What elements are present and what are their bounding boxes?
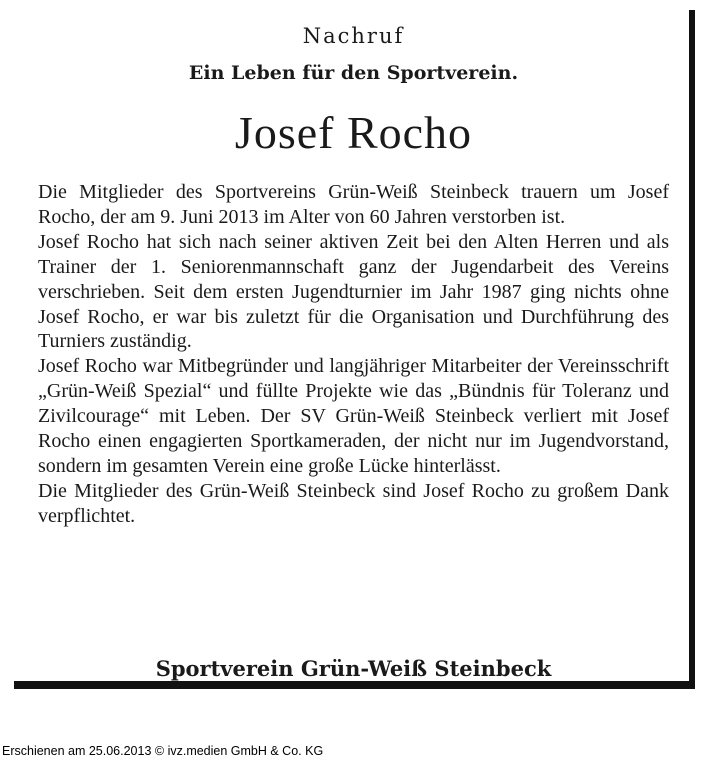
obituary-notice [14, 10, 695, 689]
obituary-content [38, 10, 669, 681]
notice-signature: Sportverein Grün-Weiß Steinbeck [155, 656, 552, 681]
body-paragraph: Die Mitglieder des Grün-Weiß Steinbeck sind Josef Rocho zu großem Dank verpflichtet. [38, 479, 669, 527]
notice-kicker: Nachruf [302, 24, 405, 48]
notice-tagline: Ein Leben für den Sportverein. [188, 62, 519, 84]
deceased-name: Josef Rocho [234, 107, 473, 158]
body-paragraph: Josef Rocho war Mitbegründer und langjähriger Mitarbeiter der Vereinsschrift „Grün-Weiß Spezial“ und füllte Projekte wie das „Bündnis für Toleranz und Zivilcourage“ mit Leben. Der SV Grün-Weiß Steinbeck verliert mit Josef Rocho einen engagierten Sportkameraden, der nicht nur im Jugendvorstand, sondern im gesamten Verein eine große Lücke hinterlässt. [38, 355, 669, 477]
obituary-body [38, 180, 669, 529]
publication-credit: Erschienen am 25.06.2013 © ivz.medien GmbH & Co. KG [2, 744, 324, 758]
body-paragraph: Die Mitglieder des Sportvereins Grün-Weiß Steinbeck trauern um Josef Rocho, der am 9. Juni 2013 im Alter von 60 Jahren verstorben ist. [38, 181, 669, 228]
body-paragraph: Josef Rocho hat sich nach seiner aktiven Zeit bei den Alten Herren und als Trainer der 1. Seniorenmannschaft ganz der Jugendarbeit des Vereins verschrieben. Seit dem ersten Jugendturnier im Jahr 1987 ging nichts ohne Josef Rocho, er war bis zuletzt für die Organisation und Durchführung des Turniers zuständig. [38, 230, 669, 353]
